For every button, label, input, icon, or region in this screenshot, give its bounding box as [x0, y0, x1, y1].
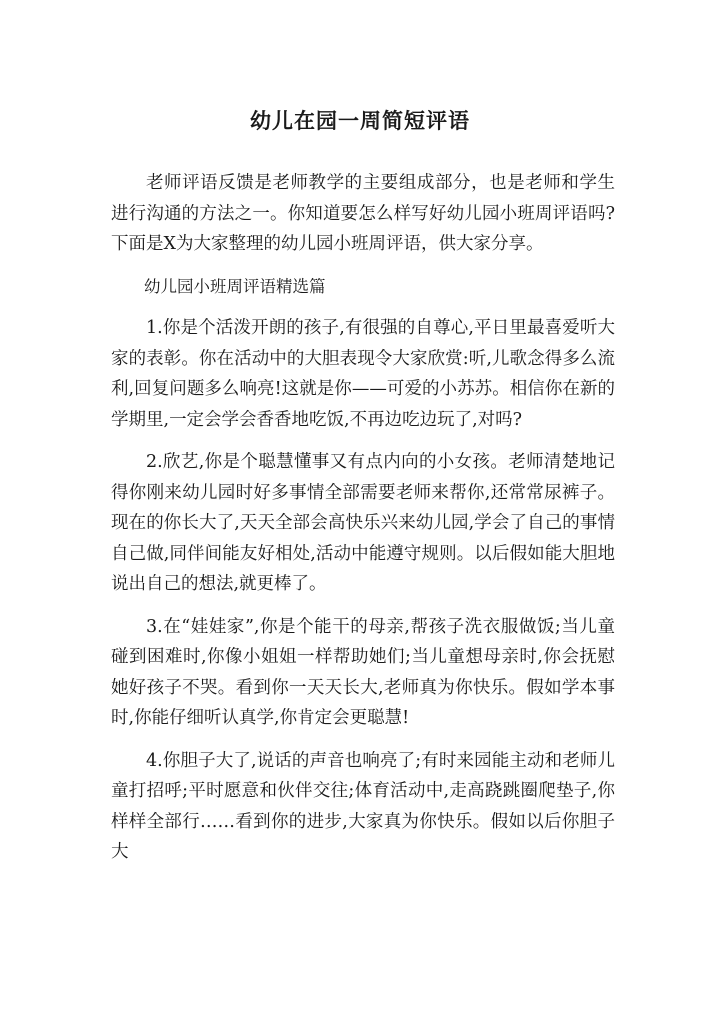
comment-item-3: 3.在“娃娃家”,你是个能干的母亲,帮孩子洗衣服做饭;当儿童碰到困难时,你像小姐姐一样帮助她们;当儿童想母亲时,你会抚慰她好孩子不哭。看到你一天天长大,老师真为你快乐。假如学本事时,你能仔细听认真学,你肯定会更聪慧!: [111, 616, 615, 728]
intro-paragraph: 老师评语反馈是老师教学的主要组成部分，也是老师和学生进行沟通的方法之一。你知道要怎么样写好幼儿园小班周评语吗?下面是X为大家整理的幼儿园小班周评语，供大家分享。: [111, 173, 615, 254]
comment-item-4: 4.你胆子大了,说话的声音也响亮了;有时来园能主动和老师儿童打招呼;平时愿意和伙伴交往;体育活动中,走高跷跳圈爬垫子,你样样全部行……看到你的进步,大家真为你快乐。假如以后你胆子大: [111, 750, 615, 862]
comment-item-2: 2.欣艺,你是个聪慧懂事又有点内向的小女孩。老师清楚地记得你刚来幼儿园时好多事情全部需要老师来帮你,还常常尿裤子。现在的你长大了,天天全部会高快乐兴来幼儿园,学会了自己的事情自己做,同伴间能友好相处,活动中能遵守规则。以后假如能大胆地说出自己的想法,就更棒了。: [111, 452, 615, 594]
section-heading: 幼儿园小班周评语精选篇: [144, 276, 326, 296]
comment-item-1: 1.你是个活泼开朗的孩子,有很强的自尊心,平日里最喜爱听大家的表彰。你在活动中的大胆表现令大家欣赏:听,儿歌念得多么流利,回复问题多么响亮!这就是你——可爱的小苏苏。相信你在新的学期里,一定会学会香香地吃饭,不再边吃边玩了,对吗?: [111, 318, 615, 430]
document-body: [111, 168, 615, 880]
document-title: 幼儿在园一周简短评语: [250, 108, 470, 134]
